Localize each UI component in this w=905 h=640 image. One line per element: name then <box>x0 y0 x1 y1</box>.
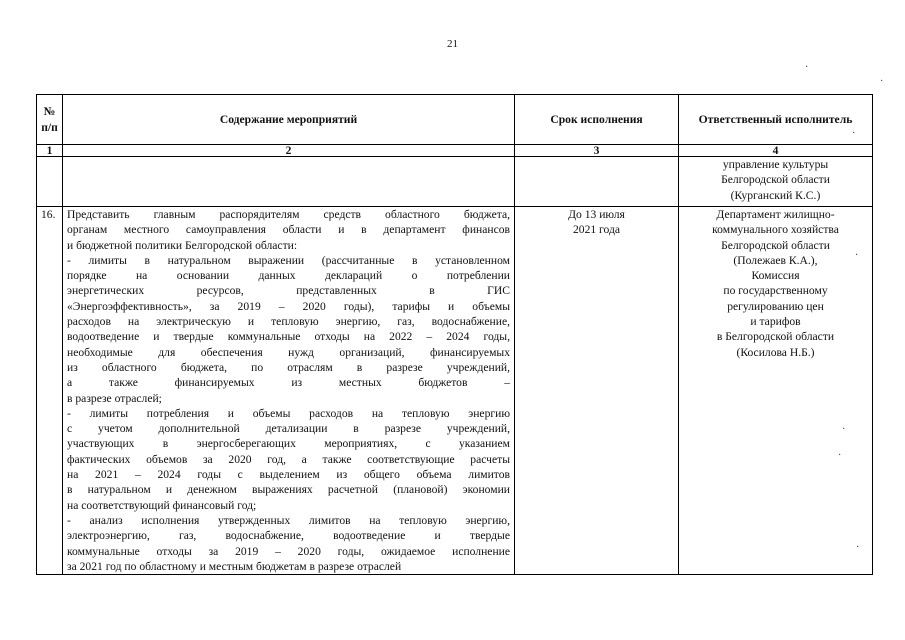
column-number: 4 <box>679 145 873 157</box>
content-line: энергетических ресурсов, представленных в ГИС <box>67 284 510 298</box>
header-number: № п/п <box>37 95 63 145</box>
continuation-number-cell <box>37 157 63 207</box>
content-line: коммунальные отходы за 2019 – 2020 годы, ожидаемое исполнение <box>67 544 510 558</box>
continuation-deadline-cell <box>515 157 679 207</box>
content-line: «Энергоэффективность», за 2019 – 2020 годы), тарифы и объемы <box>67 299 510 313</box>
row-deadline <box>515 207 679 575</box>
responsible-line: в Белгородской области <box>716 330 835 344</box>
table-row <box>37 207 873 575</box>
scan-speck: · <box>805 62 809 73</box>
content-line: за 2021 год по областному и местным бюджетам в разрезе отраслей <box>67 559 402 573</box>
responsible-line: (Полежаев К.А.), <box>733 253 818 267</box>
responsible-line: Белгородской области <box>721 173 830 187</box>
content-line: в натуральном и денежном выражениях расчетной (плановой) экономии <box>67 483 510 497</box>
continuation-responsible-cell <box>679 157 873 207</box>
responsible-line: по государственному <box>723 284 828 298</box>
row-content <box>63 207 515 575</box>
activities-table <box>36 94 873 575</box>
responsible-line: Белгородской области <box>721 238 830 252</box>
responsible-line: Комиссия <box>751 269 800 283</box>
column-number: 2 <box>63 145 515 157</box>
page-number: 21 <box>447 38 458 50</box>
column-number-row <box>37 145 873 157</box>
content-line: - лимиты потребления и объемы расходов на тепловую энергию <box>67 406 510 420</box>
deadline-line: 2021 года <box>572 223 621 237</box>
content-line: водоотведение и твердые коммунальные отходы на 2022 – 2024 годы, <box>67 330 510 344</box>
header-content: Содержание мероприятий <box>63 95 515 145</box>
scan-speck: · <box>856 542 860 553</box>
continuation-row <box>37 157 873 207</box>
responsible-line: (Косилова Н.Б.) <box>736 345 815 359</box>
content-line: а также финансируемых из местных бюджетов – <box>67 376 510 390</box>
content-line: - анализ исполнения утвержденных лимитов на тепловую энергию, <box>67 513 510 527</box>
responsible-line: и тарифов <box>750 315 801 329</box>
content-line: в разрезе отраслей; <box>67 391 162 405</box>
responsible-line: Департамент жилищно- <box>716 208 835 221</box>
content-line: на 2021 – 2024 годы с выделением из общего объема лимитов <box>67 468 510 482</box>
content-line: электроэнергию, газ, водоснабжение, водоотведение и твердые <box>67 529 510 543</box>
row-responsible <box>679 207 873 575</box>
row-number: 16. <box>37 207 63 575</box>
content-line: с учетом дополнительной детализации в разрезе учреждений, <box>67 422 510 436</box>
column-number: 3 <box>515 145 679 157</box>
header-responsible: Ответственный исполнитель <box>679 95 873 145</box>
responsible-line: (Курганский К.С.) <box>730 188 821 202</box>
scan-speck: · <box>842 424 846 435</box>
content-line: из областного бюджета, по отраслям в разрезе учреждений, <box>67 360 510 374</box>
scan-speck: · <box>855 250 859 261</box>
continuation-content-cell <box>63 157 515 207</box>
scan-speck: · <box>852 128 856 139</box>
column-number: 1 <box>37 145 63 157</box>
responsible-line: управление культуры <box>722 158 829 171</box>
content-line: и бюджетной политики Белгородской области: <box>67 238 298 252</box>
content-line: порядке на основании данных деклараций о потреблении <box>67 269 510 283</box>
content-line: органам местного самоуправления области и в департамент финансов <box>67 223 510 237</box>
scan-speck: · <box>880 76 884 87</box>
content-line: участвующих в энергосберегающих мероприятиях, с указанием <box>67 437 510 451</box>
content-line: необходимые для обеспечения нужд организаций, финансируемых <box>67 345 510 359</box>
content-line: Представить главным распорядителям средств областного бюджета, <box>67 208 510 221</box>
scan-speck: · <box>838 450 842 461</box>
content-line: фактических объемов за 2020 год, а также соответствующие расчеты <box>67 452 510 466</box>
content-line: - лимиты в натуральном выражении (рассчитанные в установленном <box>67 253 510 267</box>
content-line: расходов на электрическую и тепловую энергию, газ, водоснабжение, <box>67 315 510 329</box>
header-deadline: Срок исполнения <box>515 95 679 145</box>
header-row <box>37 95 873 145</box>
responsible-line: коммунального хозяйства <box>712 223 839 237</box>
deadline-line: До 13 июля <box>568 208 625 221</box>
responsible-line: регулированию цен <box>727 299 824 313</box>
content-line: на соответствующий финансовый год; <box>67 498 257 512</box>
